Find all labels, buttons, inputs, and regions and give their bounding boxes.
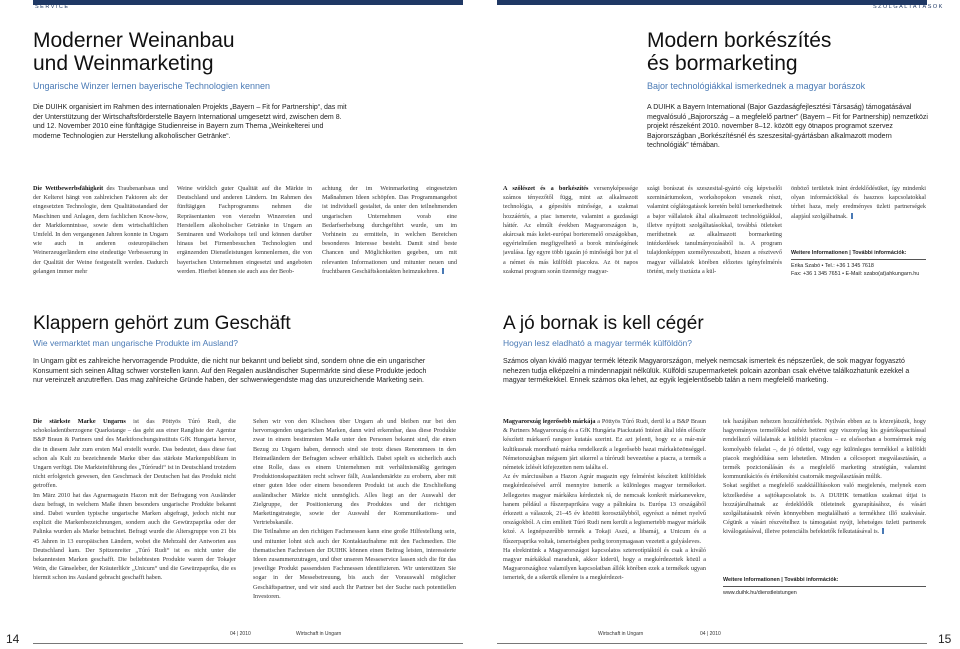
footer-rule-left (33, 643, 463, 644)
article-title-de-2: Klappern gehört zum Geschäft (33, 313, 291, 334)
article-title-line1: Moderner Weinanbau (33, 29, 235, 52)
column-text: Weine wirklich guter Qualität auf die Märkte in Deutschland und anderen Ländern. Im Rahmen des fünftägigen Fachprogramms nehmen die Repräsentanten von vierzehn Winzereien und Herstellern alkoholischer Getränke in Ungarn an Seminaren und Workshops teil und können darüber hinaus bei Firmenbesuchen Technologien und ergänzenden Dienstleistungen kennenlernen, die von bayerischen Unternehmen eingesetzt und angeboten werden. Hierbei können sie auch aus der Beob- (177, 185, 312, 275)
article-column-de-1 (33, 184, 168, 302)
section-label-right: SZOLGÁLTATÁSOK (873, 4, 944, 10)
end-mark (851, 213, 853, 219)
column-text: önböző területek iránt érdeklődésüket, így mindenki olyan információkkal és hasznos kapcsolatokkal térhet haza, mely eredményes üzleti partnerségek alapjául szolgálhatnak. (791, 185, 926, 220)
article-column-de-4 (33, 417, 236, 613)
column-text: szági borászat és szeszesital-gyártó cég képviselői szemináriumokon, workshopokon vesznek részt, valamint céglátogatások keretén belül ismerkedhetnek a bajor vállalatok által alkalmazott technológiákkal, illetve nyújtott szolgáltatásokkal, továbbá ötleteket meríthetnek az alkalmazott bormarketing intézkedések tanulmányozásából is. A program tulajdonképpen személyreszabott, hiszen a résztvevő magyar vállalatok körében előzetes igényfelmérés történt, mely tisztázta a kül- (647, 185, 782, 275)
info-link[interactable]: www.duihk.hu/dienstleistungen (723, 590, 797, 596)
article-title-hu (647, 29, 831, 75)
footer-rule-right (497, 643, 927, 644)
column-text: tek hazájában nehezen hozzáférhetőek. Nyilván ebben az is közrejátszik, hogy hagyományos termelőkkel nehéz betörni egy viszonylag kis gyártókapacitással rendelkező vállalatnak a külföldi piacokra – ez elsősorban a bormérmek még komolyabb feladat –, de jó ötlettel, vagy egy különleges termékkel a külföldi piacok meghódítása sem lehetetlen. Minden a célcsoport megválasztásán, a termék pozicionálásán és a megfelelő marketing stratégián, valamint kommunikációs és értékesítési csatornák megválasztásán múlik. Sokat segíthet a megfelelő szakkiállításokon való megjelenés, melynek ezen közelkedése a sajtókapcsolatok is. A DUIHK tematikus szakmai útjai is hozzájárulhatnak az érdeklődők ötleteinek gyarapításához, és vásári szolgáltatásaink révén könnyebben megtalálható a termékhez illő szakvásár. Cégünk a vásári részvételhez is támogatást nyújt, lehetséges üzleti partnerek kiválogatásával, illetve potenciális befektetők felkutatásával is. (723, 418, 926, 536)
contact-fax-email: Fax: +36 1 345 7651 • E-Mail: szabo(at)ahkungarn.hu (791, 271, 920, 277)
contact-phone: Erika Szabó • Tel.: +36 1 345 7618 (791, 263, 874, 269)
info-box-bottom (723, 576, 926, 597)
column-text: a Pöttyös Túró Rudi, derül ki a B&P Braun & Partners Magyarország és a GfK Hungária Piackutató Intézet által idén először készített márkaerő rangsor kutatás szerint. Ez azt jelenti, hogy ez a már-már kultikusnak mondható márka rendelkezik a legerősebb hazai márkaközönséggel. Németországban mégsem járt sikerrel a túrórudi bevezetése a piacra, a termék a németek ízlését kifejezetten nem találta el. Az év márciusában a Hazon Agrár magazin egy felmérést készített külföldiek megkérdezésével arról mennyire ismerik a különleges magyar termékeket. Jellegzetes magyar márkákra kérdeztek rá, de nemcsak konkrét márkanevekre, hanem például a fűszerpaprikára vagy a pálinkára is. Európa 13 országából érkezett a válaszok, 21–45 év közötti korosztálybból, egyrészt a német nyelvű országokból. A cím említett Túró Rudi nem került a legismertebb magyar márkák közé. A legnépszerűbb termék a Tokaji Aszú, a libamáj, a Unicum és a fűszerpaprika voltak, ismertségben pedig toronymagasan vezetett a gulyásleves. Ha elrekintünk a Magyarországot kapcsolatos sztereotípiáktól és csak a kiváló magyar márkákkal maradunk, akkor kiderül, hogy a megkérdezettek közül a Magyarországhoz valamilyen kapcsolatban állók körében ezek a termékek ugyan ismertek, de a sikerük ellenére is a megkérdezet- (503, 418, 706, 582)
end-mark (882, 528, 884, 534)
article-subtitle-de-2: Wie vermarktet man ungarische Produkte im Ausland? (33, 338, 239, 348)
magazine-name-right: Wirtschaft in Ungarn (598, 631, 644, 637)
column-text: Sehen wir von den Klischees über Ungarn ab und bleiben nur bei den hervorragenden ungarischen Marken, dann wird erkennbar, dass diese Produkte zwar in einem bestimmten Maße unter den Personen bekannt sind, die einen Bezug zu Ungarn haben, dennoch sind sie trotz dieses Renommees in den Heimatländern der Befragten schwer erhältlich. Dabei spielt es sicherlich auch eine Rolle, dass es einem Unternehmen mit verhältnismäßig geringen Produktionskapazitäten recht schwer fällt, Auslandsmärkte zu erobern, aber mit einer guten Idee oder einem besonderen Produkt ist auch die Erschließung ausländischer Märkte nicht unmöglich. Alles liegt an der Auswahl der Zielgruppe, der Positionierung des Produktes und der richtigen Marketingstrategie, sowie der Auswahl der Kommunikations- und Vertriebskanäle. Die Teilnahme an den richtigen Fachmessen kann eine große Hilfestellung sein, und mitunter lohnt sich auch der Kontaktaufnahme mit den Fachmedien. Die thematischen Fachreisen der DUIHK können einen Beitrag leisten, interessierte Ideen zusammenzutragen, und über unseren Messeservice lassen sich die für das jeweilige Produkt passendsten Fachmessen identifizieren. Wir unterstützen Sie sogar in der Messebetreuung, bis auch der Vorauswahl möglicher Geschäftspartner, und wir sind auch Ihr Partner bei der Suche nach potentiellen Investoren. (253, 418, 456, 600)
article-column-de-5 (253, 417, 456, 613)
article-lead-hu-2: Számos olyan kiváló magyar termék létezik Magyarországon, melyek nemcsak ismertek és népszerűek, de sok magyar fogyasztó nehezen tudja elképzelni a mindennapjait nélkülük. Külföldi szupermarketek polcain azonban csak elvétve találkozhatunk ezekkel a magyar termékekkel. Ennek számos oka lehet, az egyik legjelentősebb talán a nem megfelelő marketing. (503, 358, 910, 385)
column-text: ist das Pöttyös Túró Rudi, die schokoladenüberzogene Quarkstange – das geht aus einer Rangliste der Agentur B&P Braun & Partners und des Marktforschungsinstituts GfK Hungaria hervor, die in diesem Jahr zum ersten Mal erstellt wurde. Das bedeutet, dass diese fast schon als Kult zu bezeichnende Marke über das stärkste Markenpublikum in Ungarn verfügt. Die Markteinführung des „Túrórudi“ ist in Deutschland trotzdem nicht erfolgreich gewesen, den Geschmack der Deutschen hat das Produkt nicht getroffen. Im März 2010 hat das Agrarmagazin Hazon mit der Befragung von Ausländer dazu befragt, in welchem Maße ihnen besonders ungarische Produkte bekannt sind. Dabei wurden typische ungarische Marken abgefragt, jedoch nicht nur explizit die Markenbezeichnungen, sondern auch die Gewürzpaprika oder der Palinka wurden als Marke betrachtet. Befragt wurde die Altersgruppe von 21 bis 45 Jahren in 13 europäischen Ländern, wobei die Mehrzahl der Antworten aus Deutschland kam. Der Spitzenreiter „Túró Rudi“ ist es nicht unter die bekanntesten Marken geschafft. Die beliebtesten Produkte waren der Tokajer Wein, die Gänseleber, der Kräuterlikör „Unicum“ und die Gewürzpaprika, die es hiermit schon ins Ausland gebracht geschafft haben. (33, 418, 236, 582)
column-text: achtung der im Weinmarketing eingesetzten Maßnahmen Ideen schöpfen. Das Programmangebot ist individuell gestaltet, da unter den teilnehmenden ungarischen Unternehmen vorab eine Bedarfserhebung durchgeführt wurde, um im Vorhinein zu ermitteln, in welchen Bereichen besonderes Interesse besteht. Damit sind beste Chancen und Möglichkeiten gegeben, um mit relevanten Informationen und mitunter neuen und fruchtbaren Geschäftskontakten heimzukehren. (322, 185, 457, 275)
article-column-hu-1 (503, 184, 638, 302)
issue-right: 04 | 2010 (700, 631, 721, 637)
article-title-line1: Modern borkészítés (647, 29, 832, 52)
magazine-name-left: Wirtschaft in Ungarn (296, 631, 342, 637)
info-heading: Weitere Informationen | További információk: (723, 576, 926, 587)
header-rule-right (497, 0, 927, 5)
column-text: des Traubenanbaus und der Kelterei hängt von zahlreichen Faktoren ab: der eingesetzten Technologie, dem Qualitätsstandard der Maschinen und Anlagen, dem fachlichen Know-how, der Marktkenntnisse, sowie dem wirtschaftlichen Umfeld. In den vergangenen Jahren konnte in Ungarn wie auch in anderen osteuropäischen Weinerzeugerländern eine eindeutige Verbesserung in der Qualität der Weine festgestellt werden. Dadurch gelangen immer mehr (33, 185, 168, 275)
article-subtitle-de: Ungarische Winzer lernen bayerische Technologien kennen (33, 81, 270, 91)
article-subtitle-hu-2: Hogyan lesz eladható a magyar termék külföldön? (503, 338, 692, 348)
dropcap-lead: Magyarország legerősebb márkája (503, 418, 596, 425)
dropcap-lead: Die stärkste Marke Ungarns (33, 418, 126, 425)
page-number-right: 15 (938, 632, 952, 646)
article-column-de-3 (322, 184, 457, 302)
end-mark (442, 268, 444, 274)
article-title-de (33, 29, 235, 75)
article-column-hu-3 (791, 184, 926, 234)
page-number-left: 14 (6, 632, 20, 646)
article-title-hu-2: A jó bornak is kell cégér (503, 313, 704, 334)
article-column-hu-4 (503, 417, 706, 613)
section-label-left: SERVICE (35, 4, 70, 10)
article-column-hu-2 (647, 184, 782, 302)
article-lead-de-2: In Ungarn gibt es zahlreiche hervorragende Produkte, die nicht nur bekannt und beliebt sind, sondern ohne die ein ungarischer Konsument sich seinen Alltag schwer vorstellen kann. Auf den Regalen ausländischer Supermärkte sind diese Produkte jedoch nur vereinzelt anzutreffen. Das mag zahlreiche Gründe haben, der schwerwiegendste mag das unzureichende Marketing sein. (33, 358, 427, 385)
article-column-hu-5 (723, 417, 926, 567)
header-rule-left (33, 0, 463, 5)
article-title-line2: und Weinmarketing (33, 52, 214, 75)
article-title-line2: és bormarketing (647, 52, 798, 75)
issue-left: 04 | 2010 (230, 631, 251, 637)
info-heading: Weitere Informationen | További információk: (791, 249, 926, 260)
article-subtitle-hu: Bajor technológiákkal ismerkednek a magyar borászok (647, 81, 866, 91)
article-column-de-2 (177, 184, 312, 302)
column-text: versenyképessége számos tényezőtől függ, mint az alkalmazott technológia, a gépesítés minősége, a szakmai hozzáértés, a piac ismerete, valamint a gazdasági háttér. Az elmúlt években Magyarországon is, akárcsak más kelet-európai borteremelő országokban, egyértelműen megfigyelhető a borok minőségének javulása. Így egyre több igazán jó minőségű bor jut el a német és más külföldi piacokra. Az öt napos szakmai program során tizennégy magyar- (503, 185, 638, 275)
dropcap-lead: Die Wettbewerbsfähigkeit (33, 185, 104, 192)
article-lead-de: Die DUIHK organisiert im Rahmen des internationalen Projekts „Bayern – Fit for Partnership“, das mit der Unterstützung der Wirtschaftsförderstelle Bayern International umgesetzt wird, zwischen dem 8. und 12. November 2010 eine fünftägige Studienreise in Bayern zum Thema „Weinkelterei und moderne Technologien zur Herstellung alkoholischer Getränke“. (33, 104, 347, 140)
dropcap-lead: A szőlészet és a borkészítés (503, 185, 589, 192)
info-box-top (791, 249, 926, 278)
article-lead-hu: A DUIHK a Bayern International (Bajor Gazdaságfejlesztési Társaság) támogatásával megvalósuló „Bajorország – a megfelelő partner” (Bayern – Fit for Partnership) nemzetközi projekt részeként 2010. november 8–12. között egy ötnapos programot szervez Bajorországban „Borkészítésnél és szeszesital-gyártásban alkalmazott modern technológiák” témában. (647, 104, 928, 150)
